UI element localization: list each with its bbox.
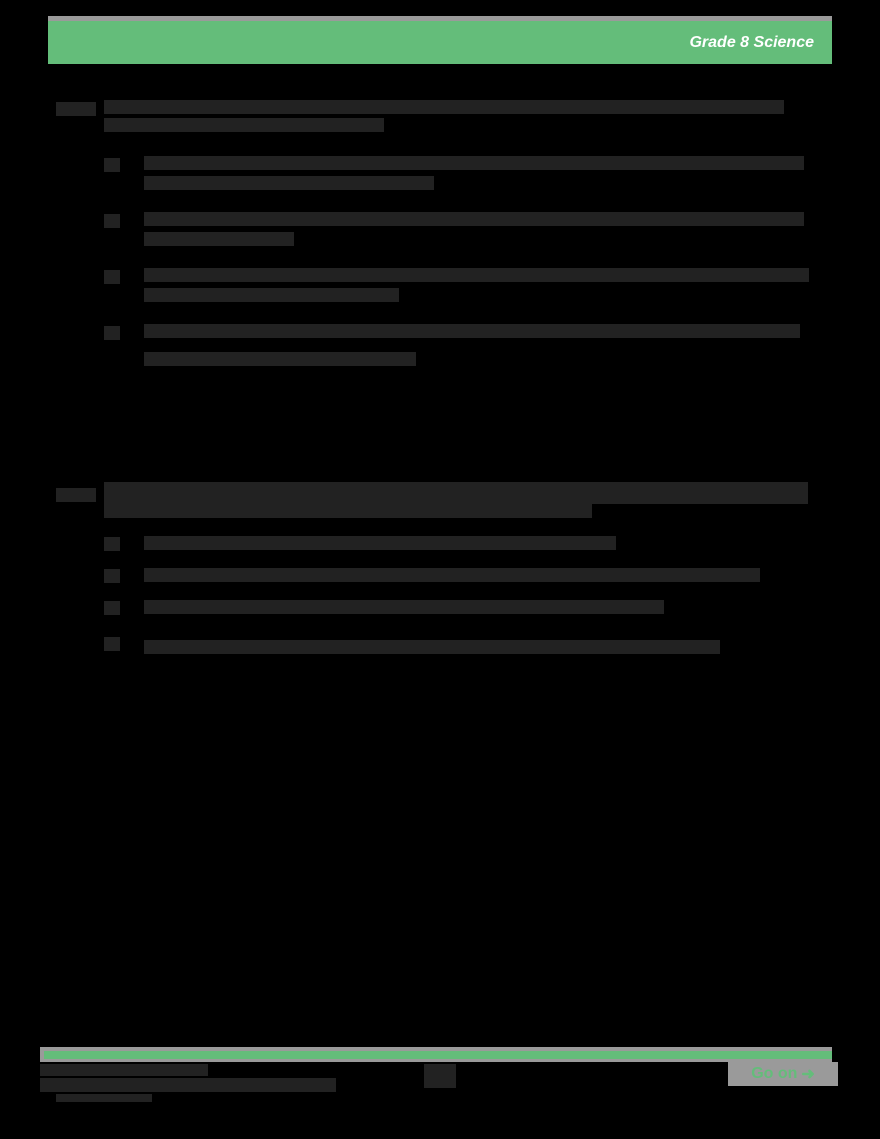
option-letter xyxy=(104,158,120,172)
option-letter xyxy=(104,637,120,651)
footer-divider-accent xyxy=(44,1051,832,1059)
option-letter xyxy=(104,569,120,583)
option-text-line[interactable] xyxy=(144,268,809,282)
question-stem-line xyxy=(104,504,592,518)
go-on-indicator xyxy=(728,1062,838,1086)
option-text-line[interactable] xyxy=(144,212,804,226)
page-number xyxy=(424,1064,456,1088)
option-text-line[interactable] xyxy=(144,600,664,614)
option-text-line[interactable] xyxy=(144,640,720,654)
option-text-line[interactable] xyxy=(144,536,616,550)
option-letter xyxy=(104,270,120,284)
option-letter xyxy=(104,537,120,551)
question-stem-line xyxy=(104,100,784,114)
question-number xyxy=(56,102,96,116)
footer-text-line xyxy=(40,1078,336,1092)
question-stem-line xyxy=(104,118,384,132)
option-letter xyxy=(104,601,120,615)
header-band xyxy=(48,21,832,64)
header-title: Grade 8 Science xyxy=(689,33,814,51)
footer-text-line xyxy=(56,1094,152,1102)
footer-text-line xyxy=(40,1064,208,1076)
option-text-line[interactable] xyxy=(144,352,416,366)
footer-divider xyxy=(40,1047,832,1062)
page-header xyxy=(48,16,832,64)
go-on-label: Go on xyxy=(751,1065,798,1082)
question-stem-line xyxy=(104,482,808,504)
arrow-right-icon: ➜ xyxy=(801,1066,815,1083)
question-number xyxy=(56,488,96,502)
option-text-line[interactable] xyxy=(144,568,760,582)
option-letter xyxy=(104,214,120,228)
option-text-line[interactable] xyxy=(144,324,800,338)
option-letter xyxy=(104,326,120,340)
option-text-line[interactable] xyxy=(144,288,399,302)
option-text-line[interactable] xyxy=(144,176,434,190)
option-text-line[interactable] xyxy=(144,156,804,170)
option-text-line[interactable] xyxy=(144,232,294,246)
